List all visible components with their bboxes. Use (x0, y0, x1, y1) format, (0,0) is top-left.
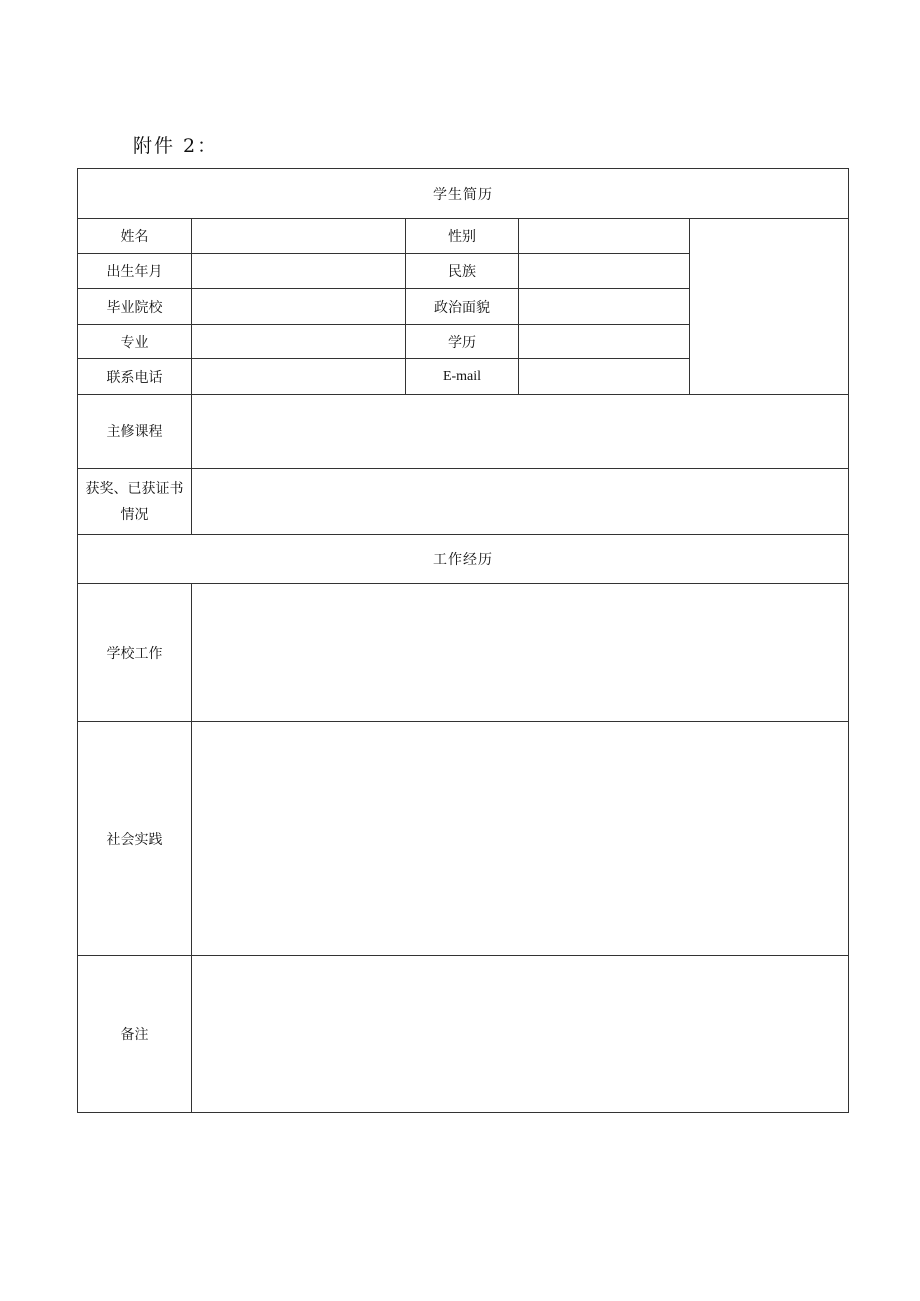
education-value-cell[interactable] (519, 325, 690, 359)
name-value-cell[interactable] (192, 219, 406, 254)
political-status-label: 政治面貌 (406, 289, 519, 325)
phone-label: 联系电话 (78, 359, 192, 395)
courses-value-cell[interactable] (192, 395, 849, 469)
row-school-work (78, 584, 849, 722)
name-label: 姓名 (78, 219, 192, 254)
social-practice-value-cell[interactable] (192, 722, 849, 956)
awards-label-line2: 情况 (120, 506, 149, 523)
political-status-value-cell[interactable] (519, 289, 690, 325)
row-courses (78, 395, 849, 469)
courses-label: 主修课程 (78, 395, 192, 469)
major-label: 专业 (78, 325, 192, 359)
remarks-label: 备注 (78, 956, 192, 1113)
resume-form-table (77, 168, 849, 1113)
photo-cell[interactable] (690, 219, 849, 395)
email-label: E-mail (406, 359, 519, 395)
work-title-row (78, 535, 849, 584)
birth-value-cell[interactable] (192, 254, 406, 289)
awards-label (78, 469, 192, 535)
work-experience-title: 工作经历 (78, 535, 849, 584)
email-value-cell[interactable] (519, 359, 690, 395)
awards-label-line1: 获奖、已获证书 (85, 480, 184, 497)
remarks-value-cell[interactable] (192, 956, 849, 1113)
phone-value-cell[interactable] (192, 359, 406, 395)
row-awards (78, 469, 849, 535)
row-social-practice (78, 722, 849, 956)
row-name (78, 219, 849, 254)
gender-label: 性别 (406, 219, 519, 254)
school-work-label: 学校工作 (78, 584, 192, 722)
birth-label: 出生年月 (78, 254, 192, 289)
form-title: 学生简历 (78, 169, 849, 219)
school-work-value-cell[interactable] (192, 584, 849, 722)
title-row (78, 169, 849, 219)
social-practice-label: 社会实践 (78, 722, 192, 956)
education-label: 学历 (406, 325, 519, 359)
ethnicity-value-cell[interactable] (519, 254, 690, 289)
school-value-cell[interactable] (192, 289, 406, 325)
school-label: 毕业院校 (78, 289, 192, 325)
gender-value-cell[interactable] (519, 219, 690, 254)
ethnicity-label: 民族 (406, 254, 519, 289)
row-remarks (78, 956, 849, 1113)
awards-value-cell[interactable] (192, 469, 849, 535)
attachment-label: 附件 2： (133, 135, 219, 157)
major-value-cell[interactable] (192, 325, 406, 359)
